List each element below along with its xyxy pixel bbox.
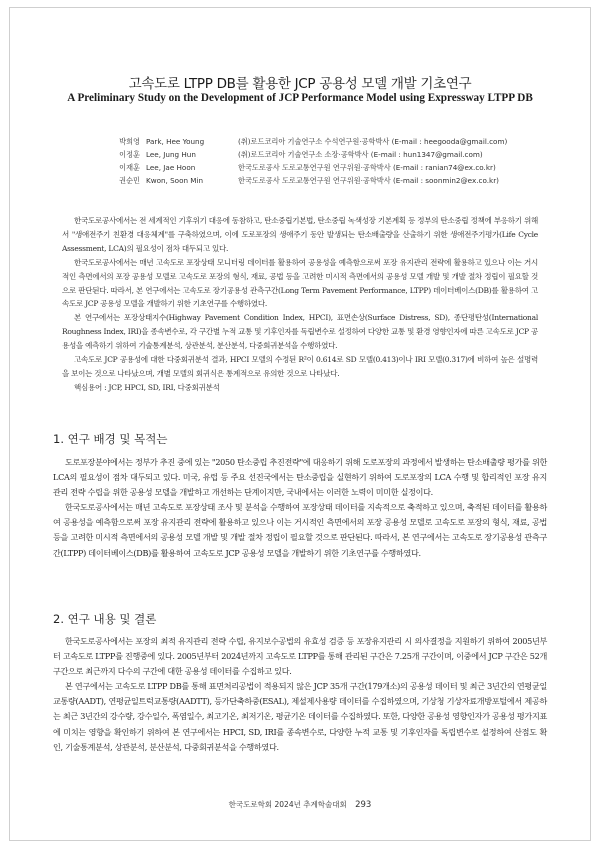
abstract-paragraph: 한국도로공사에서는 매년 고속도로 포장상태 모니터링 데이터를 활용하여 공용성을 예측함으로써 포장 유지관리 전략에 활용하고 있으나 이는 거시적인 측면에서의 포장 공용성 모델로 고속도로 포장의 형식, 재료, 공법 등을 고려한 미시적 측면에서의 공용성 모델 개발 및 개발 절차 정립이 필요할 것으로 판단된다. 따라서, 본 연구에서는 고속도로 장기공용성 관측구간(Long Term Pavement Performance, LTPP) 데이터베이스(DB)를 활용하여 고속도로 JCP 공용성 모델을 개발하기 위한 기초연구를 수행하였다.	[62, 257, 538, 309]
author-name-english: Park, Hee Young	[146, 137, 205, 146]
section-heading: 1. 연구 배경 및 목적는	[53, 432, 168, 446]
keywords-label: 핵심용어 :	[74, 382, 107, 392]
keywords-value: JCP, HPCI, SD, IRI, 다중회귀분석	[108, 382, 220, 392]
author-name-korean: 이재훈	[119, 163, 140, 172]
keywords-line	[62, 381, 538, 395]
paper-title-english: A Preliminary Study on the Development of JCP Performance Model using Expressway LTPP DB	[67, 92, 533, 104]
author-affiliation: (취)로드코리아 기술연구소 소장·공학박사 (E-mail : hun1347@gmail.com)	[238, 150, 483, 159]
section-paragraph: 도로포장분야에서는 정부가 추진 중에 있는 "2050 탄소중립 추진전략"에 대응하기 위해 도로포장의 과정에서 발생하는 탄소배출량 평가를 위한 LCA의 필요성이 점차 대두되고 있다. 미국, 유럽 등 주요 선진국에서는 탄소중립을 실현하기 위하여 도로포장의 LCA 수행 및 합리적인 포장 유지관리 전략 수립을 위한 공용성 모델을 개발하고 개선하는 단계이지만, 국내에서는 이러한 노력이 미미한 실정이다.	[53, 457, 547, 498]
section-body	[53, 455, 547, 561]
author-affiliation: 한국도로공사 도로교통연구원 연구위원·공학박사 (E-mail : soonmin2@ex.co.kr)	[238, 176, 499, 185]
author-list	[106, 135, 546, 187]
section-paragraph: 본 연구에서는 고속도로 LTPP DB를 통해 표면처리공법이 적용되지 않은 JCP 35개 구간(179개소)의 공용성 데이터 및 최근 3년간의 연평균일교통량(AADT), 연평균일트럭교통량(AADTT), 등가단축하중(ESAL), 제설제사용량 데이터를 수집하였으며, 기상청 기상자료개방포털에서 제공하는 최근 3년간의 강수량, 강수일수, 폭염일수, 최고기온, 최저기온, 평균기온 데이터를 수집하였다. 또한, 다양한 공용성 영향인자가 공용성 평가지표에 미치는 영향을 확인하기 위하여 본 연구에서는 HPCI, SD, IRI를 종속변수로, 다양한 누적 교통 및 기후인자를 독립변수로 설정하여 산점도 확인, 기술통계분석, 상관분석, 분산분석, 다중회귀분석을 수행하였다.	[53, 681, 547, 752]
abstract-paragraph: 고속도로 JCP 공용성에 대한 다중회귀분석 결과, HPCI 모델의 수정된 R²이 0.614로 SD 모델(0.413)이나 IRI 모델(0.317)에 비하여 높은 설명력을 보이는 것으로 나타났으며, 개별 모델의 회귀식은 통계적으로 유의한 것으로 나타났다.	[62, 355, 538, 378]
page-number: 293	[355, 800, 372, 810]
footer-conference: 한국도로학회 2024년 추계학술대회	[228, 800, 347, 809]
author-name-korean: 이정훈	[119, 150, 140, 159]
author-row	[106, 148, 546, 161]
section-paragraph: 한국도로공사에서는 매년 고속도로 포장상태 조사 및 분석을 수행하여 포장상태 데이터를 지속적으로 축적하고 있으며, 축적된 데이터를 활용하여 공용성을 예측함으로써 포장 유지관리 전략에 활용하고 있으나 이는 거시적인 측면에서의 포장 공용성 모델로 고속도로 포장의 형식, 재료, 공법 등을 고려한 미시적 측면에서의 공용성 모델 개발 및 개발 절차 정립이 필요할 것으로 판단된다. 따라서, 본 연구에서는 고속도로 장기공용성 관측구간(LTPP) 데이터베이스(DB)를 활용하여 고속도로 JCP 공용성 모델을 개발하기 위한 기초연구를 수행하였다.	[53, 502, 547, 558]
author-affiliation: (취)로드코리아 기술연구소 수석연구원·공학박사 (E-mail : heegooda@gmail.com)	[238, 137, 508, 146]
author-name-korean: 권순민	[119, 176, 140, 185]
author-affiliation: 한국도로공사 도로교통연구원 연구위원·공학박사 (E-mail : ranian74@ex.co.kr)	[238, 163, 496, 172]
section-paragraph: 한국도로공사에서는 포장의 최적 유지관리 전략 수립, 유지보수공법의 유효성 검증 등 포장유지관리 시 의사결정을 지원하기 위하여 2005년부터 고속도로 LTPP를 진행중에 있다. 2005년부터 2024년까지 고속도로 LTPP를 통해 관리된 구간은 7.25개 구간이며, 이중에서 JCP 구간은 52개 구간으로 최근까지 다수의 구간에 대한 공용성 데이터를 수집하고 있다.	[53, 636, 547, 677]
section-body	[53, 634, 547, 755]
author-row	[106, 161, 546, 174]
abstract-paragraph: 본 연구에서는 포장상태지수(Highway Pavement Condition Index, HPCI), 표면손상(Surface Distress, SD), 종단평탄성(International Roughness Index, IRI)을 종속변수로, 각 구간별 누적 교통 및 기후인자를 독립변수로 설정하여 다양한 교통 및 환경 영향인자에 따른 고속도로 JCP 공용성을 예측하기 위하여 기술통계분석, 상관분석, 분산분석, 다중회귀분석을 수행하였다.	[62, 313, 538, 351]
author-row	[106, 135, 546, 148]
section-heading: 2. 연구 내용 및 결론	[53, 612, 157, 626]
author-name-english: Lee, Jung Hun	[146, 150, 196, 159]
abstract	[62, 214, 538, 395]
author-name-english: Lee, Jae Hoon	[146, 163, 196, 172]
author-name-english: Kwon, Soon Min	[146, 176, 204, 185]
author-row	[106, 174, 546, 187]
abstract-paragraph: 한국도로공사에서는 전 세계적인 기후위기 대응에 동참하고, 탄소중립기본법, 탄소중립 녹색성장 기본계획 등 정부의 탄소중립 정책에 부응하기 위해서 "생애전주기 친환경 대응체계"를 구축하였으며, 이에 도로포장의 생애주기 동안 발생되는 탄소배출량을 산출하기 위한 생애전주기평가(Life Cycle Assessment, LCA)의 필요성이 점차 대두되고 있다.	[62, 216, 538, 253]
page-footer	[0, 799, 600, 810]
paper-title-korean: 고속도로 LTPP DB를 활용한 JCP 공용성 모델 개발 기초연구	[128, 76, 472, 92]
author-name-korean: 박희영	[119, 137, 140, 146]
